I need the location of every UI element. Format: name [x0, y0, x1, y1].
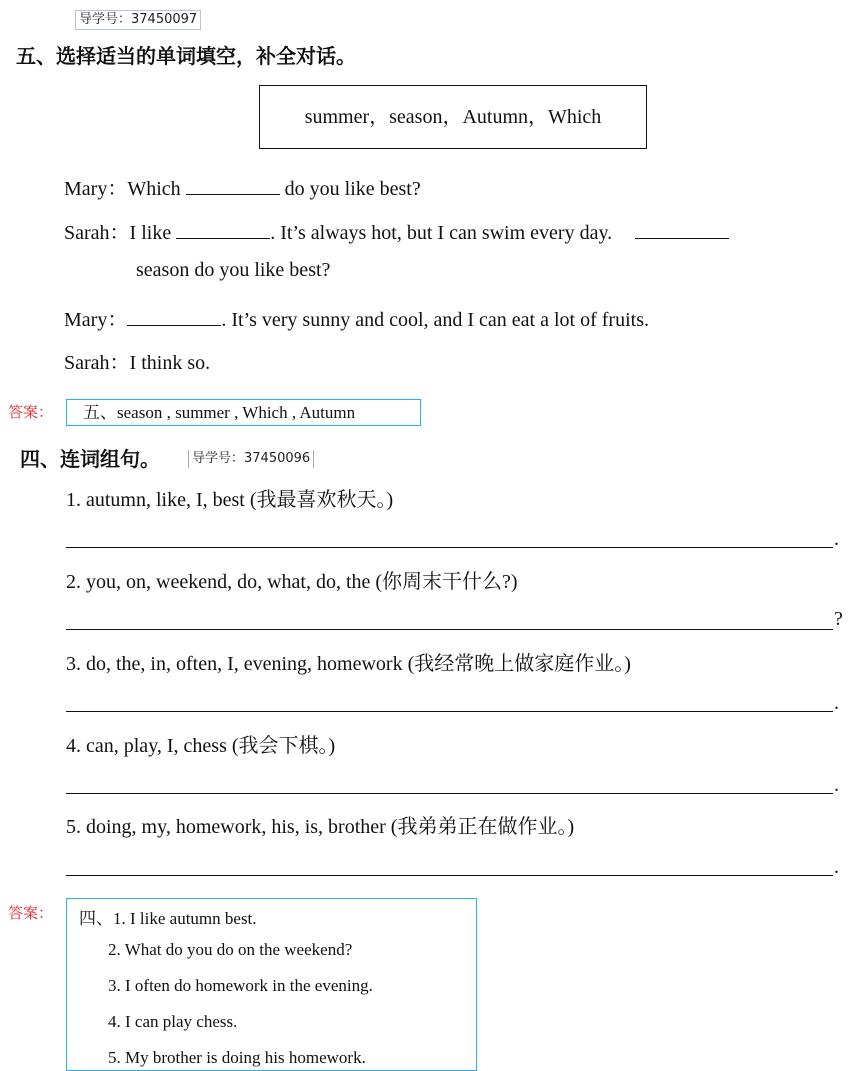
dialogue-text: do you like best? — [284, 178, 421, 200]
dialogue-line-4 — [64, 303, 649, 332]
end-punct: . — [834, 856, 839, 878]
answer-line-5[interactable] — [66, 875, 833, 876]
answer-label: 答案： — [8, 403, 54, 421]
answer-line-2[interactable] — [66, 629, 833, 630]
dialogue-line-1 — [64, 172, 421, 201]
dialogue-line-3: season do you like best? — [136, 259, 331, 281]
dialogue-text: I think so. — [129, 352, 211, 374]
end-punct: . — [834, 528, 839, 550]
blank-1[interactable] — [186, 178, 280, 195]
question-4: 4. can, play, I, chess (我会下棋。) — [66, 735, 336, 757]
guide-number-badge: 导学号：37450096 — [188, 450, 314, 468]
dialogue-text: . It’s very sunny and cool, and I can eat a lot of fruits. — [221, 309, 649, 331]
speaker: Sarah： — [64, 222, 130, 244]
answer-box-5 — [66, 399, 421, 426]
answer-3: 3. I often do homework in the evening. — [108, 976, 373, 995]
end-punct: . — [834, 692, 839, 714]
blank-3[interactable] — [635, 222, 729, 239]
speaker: Mary： — [64, 178, 128, 200]
answer-line-3[interactable] — [66, 711, 833, 712]
answer-4: 4. I can play chess. — [108, 1012, 238, 1031]
dialogue-text: I like — [129, 222, 172, 244]
section4-title: 四、连词组句。 — [20, 447, 160, 471]
section5-title: 五、选择适当的单词填空，补全对话。 — [16, 44, 356, 68]
question-3: 3. do, the, in, often, I, evening, homework (我经常晚上做家庭作业。) — [66, 653, 631, 675]
blank-4[interactable] — [127, 309, 221, 326]
dialogue-line-5 — [64, 346, 210, 375]
answer-line-1[interactable] — [66, 547, 833, 548]
answer-text: 五、season , summer , Which , Autumn — [83, 403, 356, 422]
answer-5: 5. My brother is doing his homework. — [108, 1048, 366, 1067]
dialogue-text: . It’s always hot, but I can swim every day. — [270, 222, 613, 244]
answer-1: 四、1. I like autumn best. — [79, 909, 257, 928]
answer-2: 2. What do you do on the weekend? — [108, 940, 353, 959]
end-punct: . — [834, 774, 839, 796]
question-1: 1. autumn, like, I, best (我最喜欢秋天。) — [66, 489, 394, 511]
word-bank-box — [259, 85, 647, 149]
speaker: Mary： — [64, 309, 128, 331]
end-punct: ? — [834, 608, 843, 630]
speaker: Sarah： — [64, 352, 130, 374]
dialogue-text: Which — [127, 178, 181, 200]
answer-box-4 — [66, 898, 477, 1071]
blank-2[interactable] — [176, 222, 270, 239]
question-2: 2. you, on, weekend, do, what, do, the (你周末干什么?) — [66, 571, 518, 593]
dialogue-line-2 — [64, 216, 729, 245]
answer-label: 答案： — [8, 904, 54, 922]
guide-number-badge: 导学号：37450097 — [75, 10, 201, 30]
question-5: 5. doing, my, homework, his, is, brother (我弟弟正在做作业。) — [66, 816, 575, 838]
word-bank: summer，season，Autumn，Which — [304, 106, 602, 128]
answer-line-4[interactable] — [66, 793, 833, 794]
